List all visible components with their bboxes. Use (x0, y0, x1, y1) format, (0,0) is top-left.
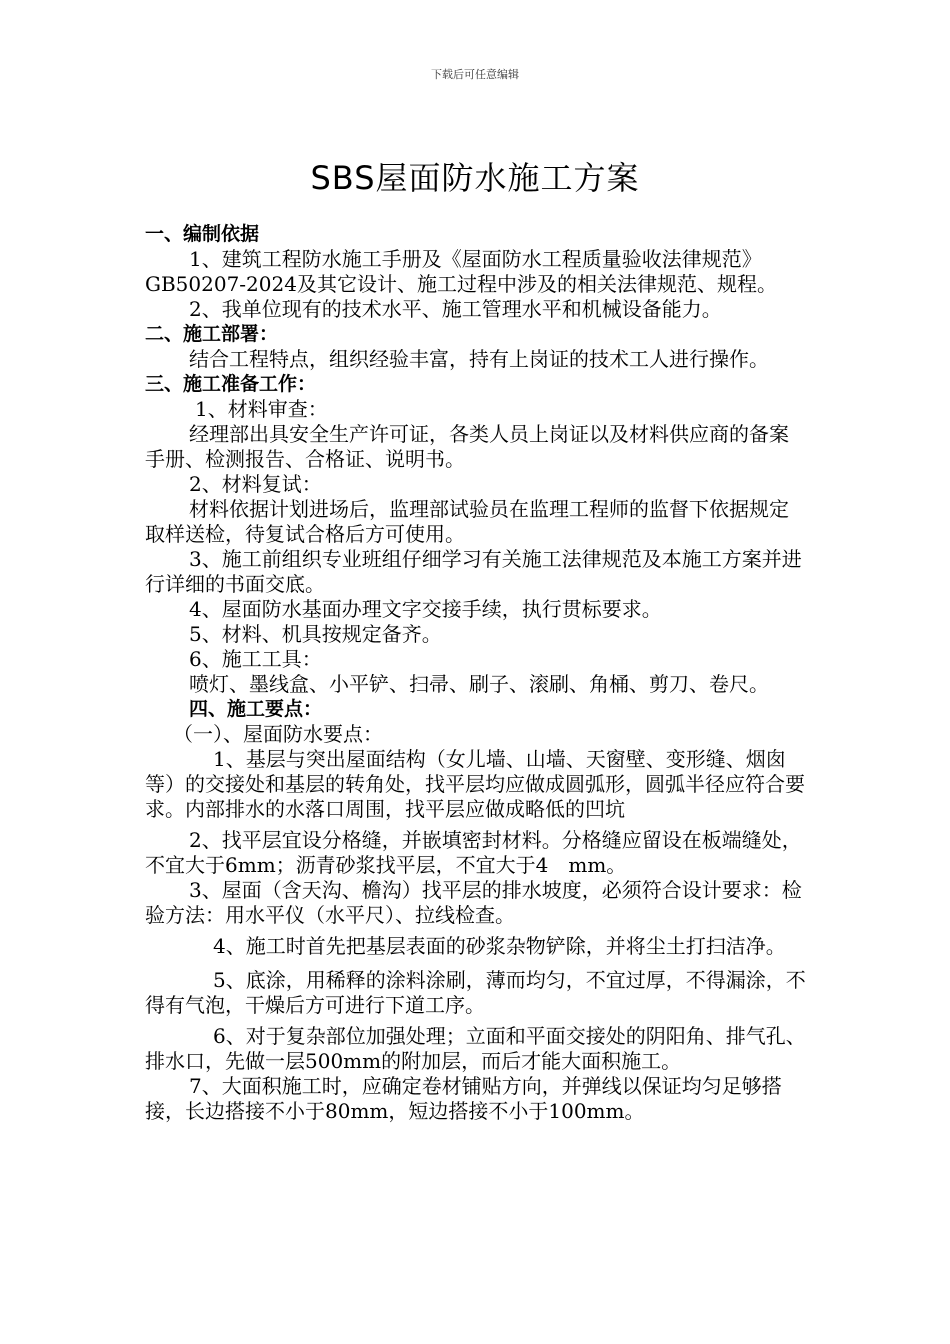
paragraph: 3、屋面（含天沟、檐沟）找平层的排水坡度，必须符合设计要求：检验方法：用水平仪（水平尺）、拉线检查。 (145, 878, 802, 927)
document-body (145, 222, 807, 1124)
header-note: 下载后可任意编辑 (431, 68, 519, 81)
paragraph: 6、对于复杂部位加强处理；立面和平面交接处的阴阳角、排气孔、排水口，先做一层500mm的附加层，而后才能大面积施工。 (145, 1024, 806, 1073)
paragraph: 5、底涂，用稀释的涂料涂刷，薄而均匀，不宜过厚，不得漏涂，不得有气泡，干燥后方可进行下道工序。 (145, 968, 806, 1017)
paragraph: 4、屋面防水基面办理文字交接手续，执行贯标要求。 (189, 597, 662, 621)
paragraph: 经理部出具安全生产许可证，各类人员上岗证以及材料供应商的备案手册、检测报告、合格证、说明书。 (145, 422, 789, 471)
paragraph: 1、建筑工程防水施工手册及《屋面防水工程质量验收法律规范》GB50207-2024及其它设计、施工过程中涉及的相关法律规范、规程。 (145, 247, 777, 296)
subsection-heading: （一）、屋面防水要点： (173, 722, 383, 746)
section-heading-preparation: 三、施工准备工作： (145, 373, 317, 395)
section-heading-deployment: 二、施工部署： (145, 323, 279, 345)
paragraph: 1、基层与突出屋面结构（女儿墙、山墙、天窗壁、变形缝、烟囱等）的交接处和基层的转角处，找平层均应做成圆弧形，圆弧半径应符合要求。内部排水的水落口周围，找平层应做成略低的凹坑 (145, 747, 805, 821)
paragraph: 喷灯、墨线盒、小平铲、扫帚、刷子、滚刷、角桶、剪刀、卷尺。 (189, 672, 769, 696)
paragraph: 6、施工工具： (189, 647, 322, 671)
paragraph: 结合工程特点，组织经验丰富，持有上岗证的技术工人进行操作。 (189, 347, 769, 371)
paragraph: 4、施工时首先把基层表面的砂浆杂物铲除，并将尘土打扫洁净。 (213, 934, 786, 958)
paragraph: 3、施工前组织专业班组仔细学习有关施工法律规范及本施工方案并进行详细的书面交底。 (145, 547, 802, 596)
paragraph: 7、大面积施工时，应确定卷材铺贴方向，并弹线以保证均匀足够搭接，长边搭接不小于80mm，短边搭接不小于100mm。 (145, 1074, 782, 1123)
paragraph: 5、材料、机具按规定备齐。 (189, 622, 442, 646)
paragraph: 2、我单位现有的技术水平、施工管理水平和机械设备能力。 (189, 297, 722, 321)
document-title: SBS屋面防水施工方案 (310, 159, 640, 197)
section-heading-key-points: 四、施工要点： (189, 698, 323, 720)
paragraph: 2、材料复试： (189, 472, 322, 496)
paragraph: 1、材料审查： (195, 397, 328, 421)
paragraph: 材料依据计划进场后，监理部试验员在监理工程师的监督下依据规定取样送检，待复试合格后方可使用。 (145, 497, 789, 546)
section-heading-basis: 一、编制依据 (145, 223, 260, 245)
paragraph: 2、找平层宜设分格缝，并嵌填密封材料。分格缝应留设在板端缝处，不宜大于6mm；沥青砂浆找平层，不宜大于4 mm。 (145, 828, 802, 877)
